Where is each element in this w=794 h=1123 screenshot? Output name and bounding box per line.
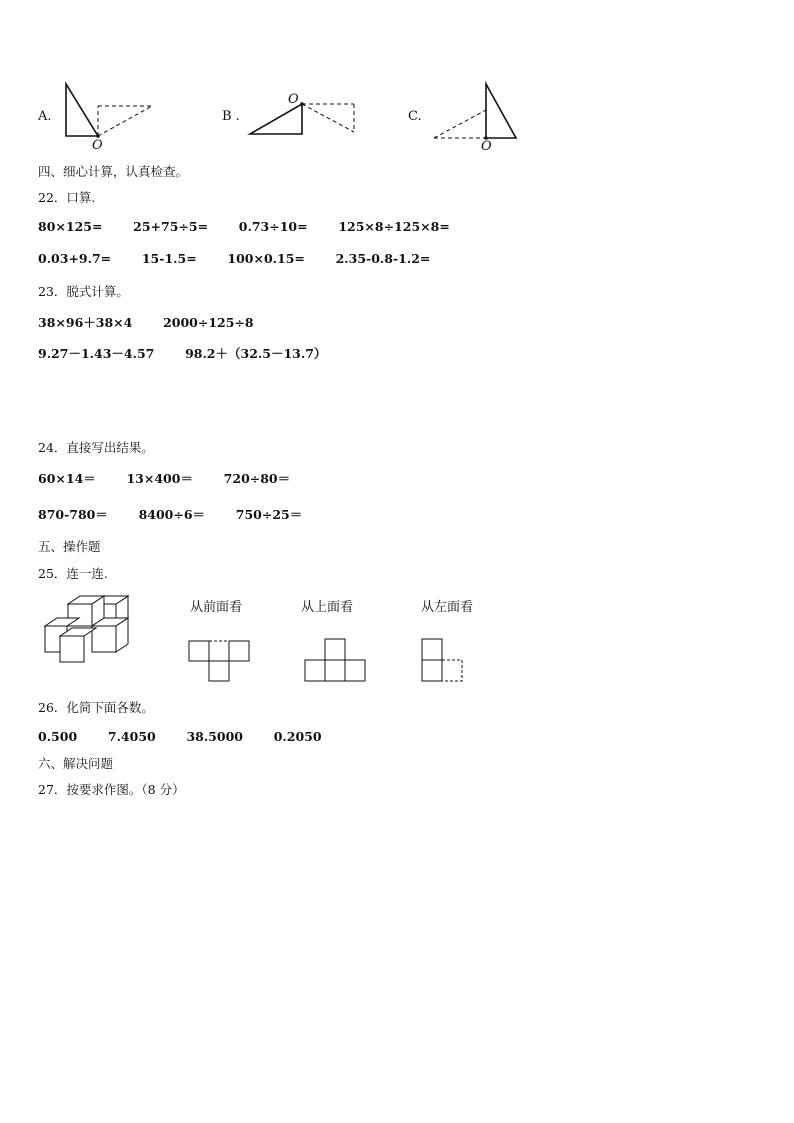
q24-item: 750÷25＝ [235, 507, 303, 522]
q22-item: 25+75÷5= [133, 219, 209, 234]
q27-title: 27．按要求作图。（8 分） [38, 782, 185, 797]
section-5-title: 五、操作题 [38, 539, 101, 554]
option-b-point-o: O [288, 92, 299, 107]
q24-item: 60×14＝ [38, 471, 96, 486]
q23-row-2 [38, 344, 326, 362]
q24-title: 24．直接写出结果。 [38, 440, 154, 455]
option-b-label: B . [222, 109, 240, 124]
q24-item: 8400÷6＝ [138, 507, 206, 522]
q22-row-2 [38, 251, 430, 266]
view-label-top: 从上面看 [301, 600, 354, 615]
q24-item: 870-780＝ [38, 507, 108, 522]
option-c-figure [428, 80, 528, 152]
view-figure-t-shape [188, 640, 252, 684]
q25-title: 25．连一连. [38, 566, 108, 581]
option-c-point-o: O [481, 139, 492, 154]
q26-numbers [38, 729, 322, 744]
view-label-front: 从前面看 [190, 600, 243, 615]
q23-item: 38×96＋38×4 [38, 315, 133, 330]
q24-row-1 [38, 469, 290, 487]
q24-item: 720÷80＝ [223, 471, 291, 486]
option-c-label: C. [408, 109, 422, 124]
option-a-figure [60, 80, 160, 152]
option-b-figure [244, 94, 364, 144]
q22-item: 0.03+9.7= [38, 251, 112, 266]
q22-item: 15-1.5= [141, 251, 197, 266]
q22-item: 80×125= [38, 219, 103, 234]
q23-item: 98.2＋（32.5－13.7） [185, 346, 327, 361]
q22-title: 22．口算. [38, 190, 96, 205]
q22-item: 0.73÷10= [238, 219, 308, 234]
q22-item: 100×0.15= [227, 251, 305, 266]
option-a-point-o: O [92, 138, 103, 153]
q23-item: 2000÷125÷8 [163, 315, 254, 330]
section-4-title: 四、细心计算，认真检查。 [38, 164, 189, 179]
q22-row-1 [38, 219, 450, 234]
q24-row-2 [38, 505, 302, 523]
view-figure-inverted-t-shape [304, 638, 368, 684]
cube-stack-figure [40, 592, 140, 664]
q26-title: 26．化简下面各数。 [38, 700, 154, 715]
q26-number: 0.2050 [273, 729, 322, 744]
view-label-left: 从左面看 [421, 600, 474, 615]
view-figure-l-shape [421, 638, 465, 684]
q24-item: 13×400＝ [126, 471, 193, 486]
q26-number: 7.4050 [107, 729, 156, 744]
q22-item: 2.35-0.8-1.2= [335, 251, 431, 266]
q26-number: 38.5000 [186, 729, 243, 744]
q23-item: 9.27－1.43－4.57 [38, 346, 155, 361]
q22-item: 125×8÷125×8= [338, 219, 450, 234]
q23-row-1 [38, 313, 254, 331]
q26-number: 0.500 [38, 729, 78, 744]
q23-title: 23．脱式计算。 [38, 284, 129, 299]
option-a-label: A. [38, 109, 52, 124]
section-6-title: 六、解决问题 [38, 756, 114, 771]
